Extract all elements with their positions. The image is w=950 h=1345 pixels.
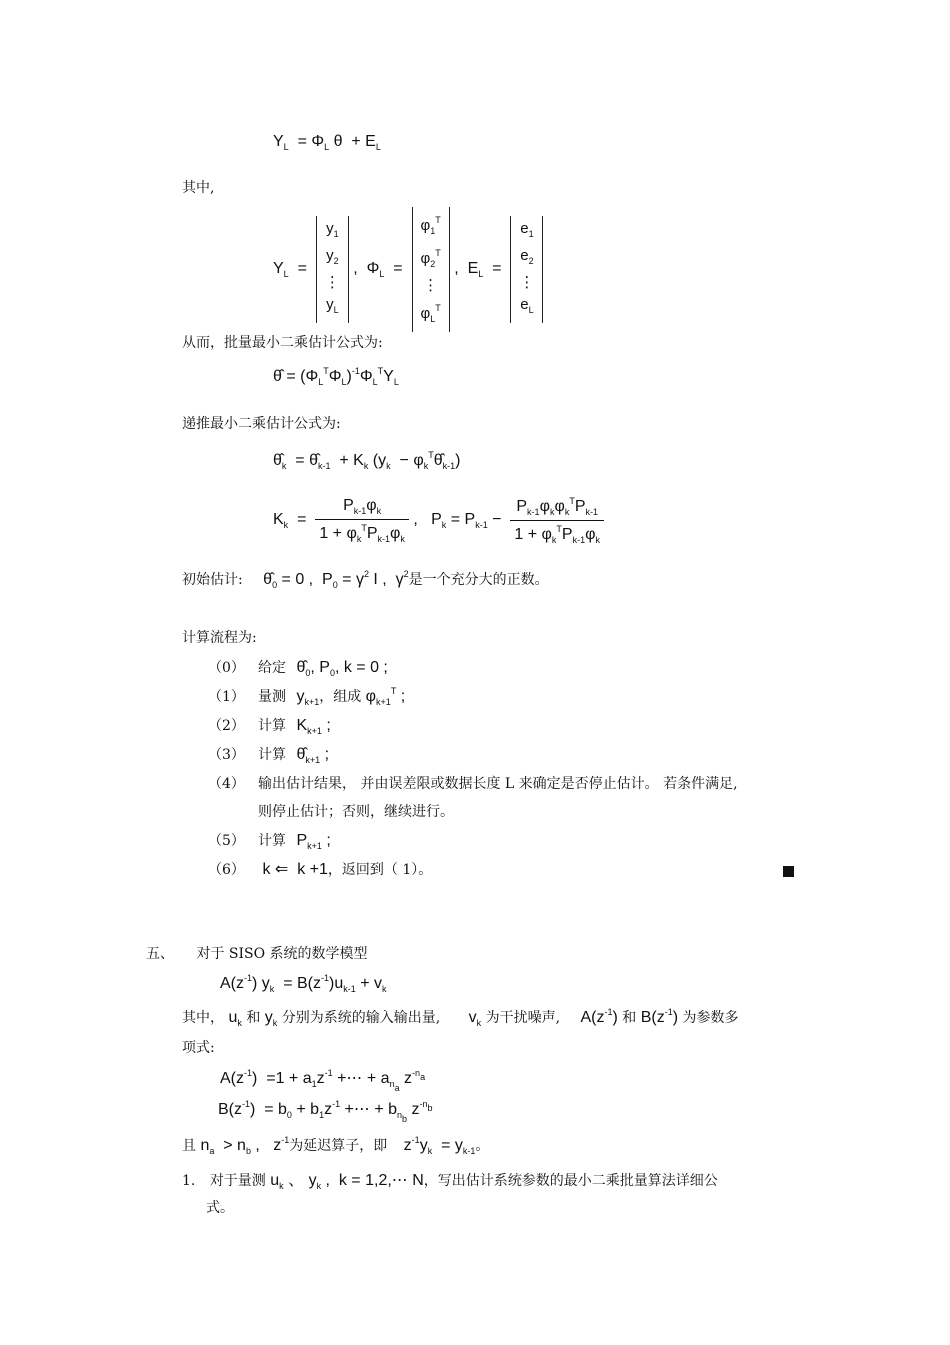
step-0: （0） 给定 $\thetâ_0$, $P_0$, k = 0 ; xyxy=(208,659,388,678)
poly-a-equation: $A(z^{-1}) =1 + a_1z^{-1}$ +⋯ + $a_{n_a}$ $z^{-n_a}$ xyxy=(220,1068,426,1093)
model-equation: $Y_L = \Phi_L$ $\theta + E_L$ xyxy=(273,133,381,152)
question-1-cont: 式。 xyxy=(206,1200,234,1216)
step-3: （3） 计算 $\thetâ_{k+1}$ ; xyxy=(208,746,330,765)
batch-ls-equation: θ̂ = $(\Phi_L^T\Phi_L)^{-1}\Phi_L^TY_L$ xyxy=(273,366,399,387)
section-5-heading: 五、 对于 SISO 系统的数学模型 xyxy=(146,946,368,962)
question-1: 1. 对于量测 $u_k$ 、 $y_k$ , k = 1,2,⋯ N，写出估计系统参数的最小二乘批量算法详细公 xyxy=(182,1172,718,1191)
recursive-ls-equation: $\thetâ_k$ = $\thetâ_{k-1} + K_k$ ($y_k$ − $\varphi_k^T\thetâ_{k-1}$) xyxy=(273,450,461,471)
matrix-definitions: $Y_L = y_1$ $y_2$ ⋮ $y_L$ , $\Phi_L = \varphi_1^T$ $\varphi_2^T$ ⋮ $\varphi_L^T$ , $E_L = e_1$ $e_2$ ⋮ $e_L$ xyxy=(273,207,543,332)
where-label: 其中, xyxy=(182,180,215,196)
initial-estimate-line: 初始估计: $\thetâ_0 = 0$ , $P_0 = \gamma^2$ I , $\gamma^2$是一个充分大的正数。 xyxy=(182,569,549,590)
gain-covariance-equations: $K_k$ = $\frac{P_{k-1}\varphi_k}{1 + \varphi_k^TP_{k-1}\varphi_k}$ , $P_k = P_{k-1}$ − $\frac{P_{k-1}\varphi_k\varphi_k^TP_{k-1}}{1 + \varphi_k^TP_{k-1}\varphi_k}$ xyxy=(273,496,604,545)
step-4-cont: 则停止估计；否则，继续进行。 xyxy=(258,804,454,820)
poly-label: 项式: xyxy=(182,1040,215,1056)
siso-where-line: 其中， $u_k$ 和 $y_k$ 分别为系统的输入输出量, $v_k$ 为干扰噪声, $A(z^{-1})$ 和 $B(z^{-1})$ 为参数多 xyxy=(182,1007,739,1028)
step-2: （2） 计算 $K_{k+1}$ ; xyxy=(208,717,331,736)
poly-b-equation: $B(z^{-1}) = b_0 + b_1z^{-1}$ +⋯ + $b_{n_b}$ $z^{-n_b}$ xyxy=(218,1099,433,1124)
recursive-ls-label: 递推最小二乘估计公式为: xyxy=(182,416,341,432)
condition-line: 且 $n_a > n_b$ , $z^{-1}$为延迟算子，即 $z^{-1}y_k = y_{k-1}$。 xyxy=(182,1135,490,1156)
step-1: （1） 量测 $y_{k+1}$，组成 $\varphi_{k+1}^T$ ; xyxy=(208,686,406,707)
step-5: （5） 计算 $P_{k+1}$ ; xyxy=(208,832,331,851)
siso-model-equation: $A(z^{-1}) y_k = B(z^{-1})u_{k-1} + v_k$ xyxy=(220,973,387,994)
batch-ls-label: 从而，批量最小二乘估计公式为: xyxy=(182,335,383,351)
step-6: （6） k ⇐ k +1，返回到（ 1）。 xyxy=(208,861,433,878)
flow-label: 计算流程为: xyxy=(182,630,257,646)
step-4: （4） 输出估计结果， 并由误差限或数据长度 L 来确定是否停止估计。 若条件满足, xyxy=(208,776,738,792)
end-of-proof-icon xyxy=(783,862,794,881)
